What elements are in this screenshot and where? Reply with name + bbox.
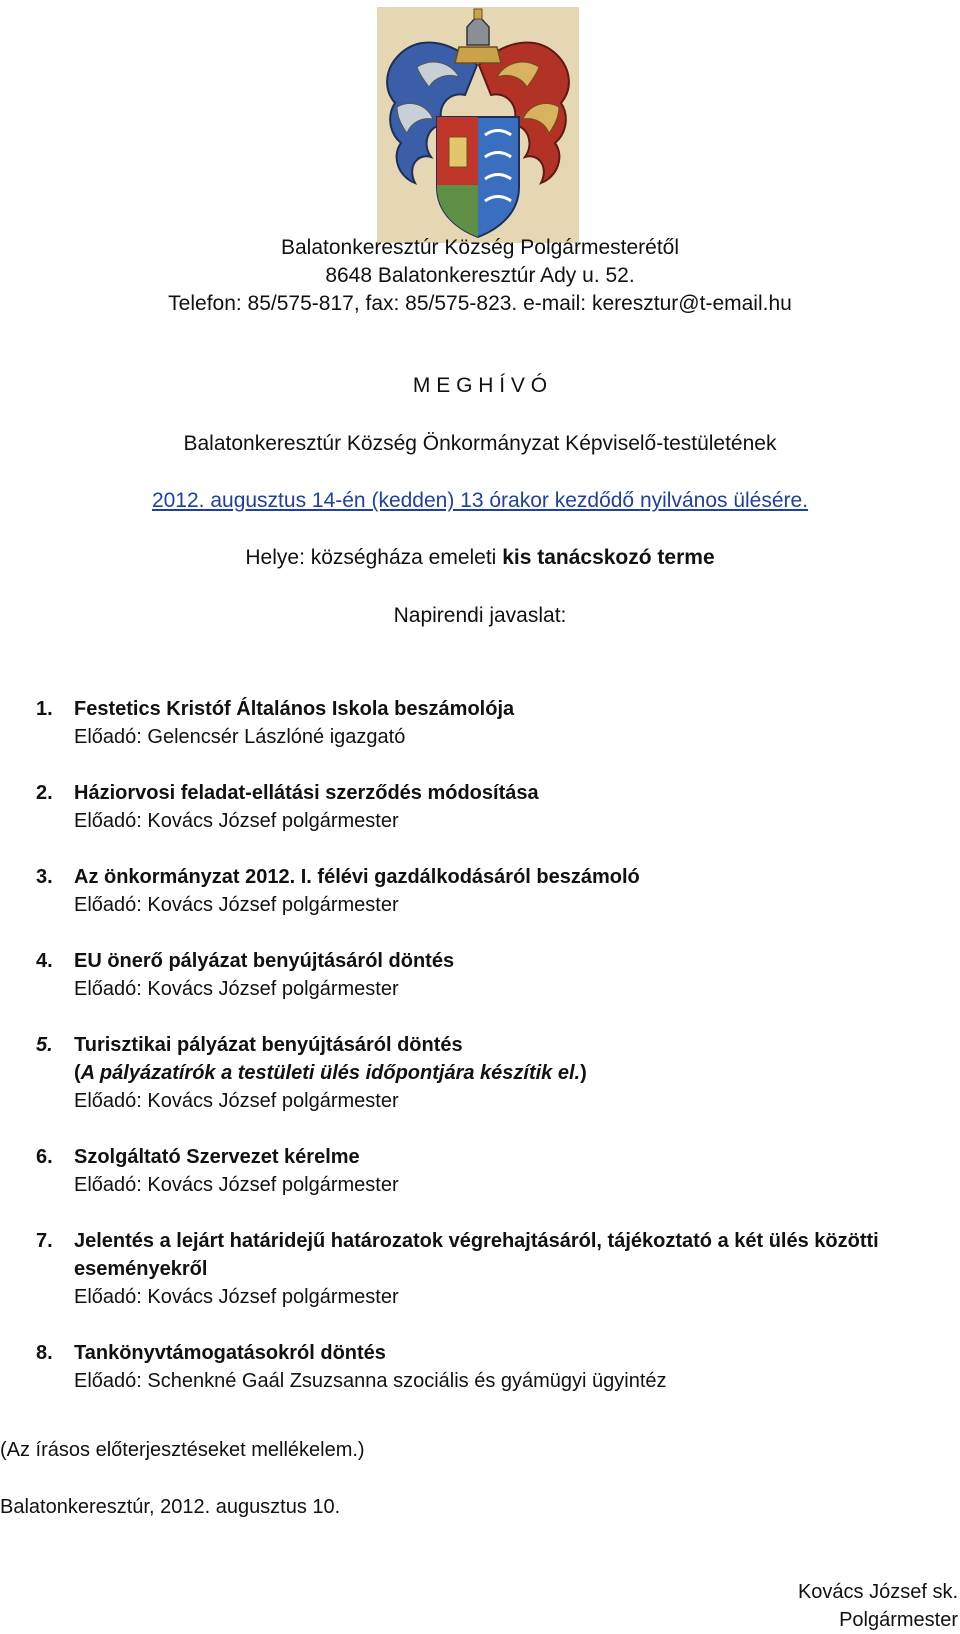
- agenda-title: EU önerő pályázat benyújtásáról döntés: [74, 950, 455, 972]
- agenda-presenter: Előadó: Kovács József polgármester: [74, 1286, 399, 1308]
- agenda-number: 1.: [36, 698, 53, 720]
- agenda-presenter: Előadó: Gelencsér Lászlóné igazgató: [74, 726, 406, 748]
- agenda-presenter: Előadó: Schenkné Gaál Zsuzsanna szociális és gyámügyi ügyintéz: [74, 1370, 667, 1392]
- agenda-number: 8.: [36, 1342, 53, 1364]
- signer-name: Kovács József sk.: [797, 1581, 958, 1603]
- agenda-title: Jelentés a lejárt határidejű határozatok végrehajtásáról, tájékoztató a két ülés közötti eseményekről: [74, 1230, 879, 1280]
- agenda-item: [36, 947, 936, 1003]
- agenda-heading: Napirendi javaslat:: [393, 604, 567, 627]
- agenda-item: [36, 1143, 936, 1199]
- attachments-note: (Az írásos előterjesztéseket mellékelem.): [0, 1439, 365, 1461]
- agenda-presenter: Előadó: Kovács József polgármester: [74, 1090, 399, 1112]
- agenda-title: Szolgáltató Szervezet kérelme: [74, 1146, 360, 1168]
- agenda-number: 3.: [36, 866, 53, 888]
- sender-line-1: Balatonkeresztúr Község Polgármesterétől: [280, 236, 680, 259]
- agenda-item: [36, 779, 936, 835]
- meeting-date-link[interactable]: 2012. augusztus 14-én (kedden) 13 órakor kezdődő nyilvános ülésére.: [151, 489, 809, 512]
- agenda-item: [36, 695, 936, 751]
- agenda-number: 5.: [36, 1034, 53, 1056]
- agenda-item: [36, 1031, 936, 1115]
- signer-title: Polgármester: [839, 1609, 958, 1631]
- agenda-note: (A pályázatírók a testületi ülés időpontjára készítik el.): [74, 1062, 587, 1084]
- agenda-presenter: Előadó: Kovács József polgármester: [74, 978, 399, 1000]
- agenda-title: Háziorvosi feladat-ellátási szerződés módosítása: [74, 782, 539, 804]
- agenda-list: [36, 695, 936, 1423]
- agenda-number: 2.: [36, 782, 53, 804]
- agenda-title: Az önkormányzat 2012. I. félévi gazdálkodásáról beszámoló: [74, 866, 640, 888]
- addressee-line: Balatonkeresztúr Község Önkormányzat Képviselő-testületének: [183, 432, 777, 455]
- meeting-date-container: [0, 487, 960, 515]
- agenda-presenter: Előadó: Kovács József polgármester: [74, 1174, 399, 1196]
- agenda-item: [36, 863, 936, 919]
- agenda-title: Tankönyvtámogatásokról döntés: [74, 1342, 386, 1364]
- meeting-place: [0, 544, 960, 572]
- agenda-presenter: Előadó: Kovács József polgármester: [74, 894, 399, 916]
- agenda-item: [36, 1227, 936, 1311]
- sender-contact: Telefon: 85/575-817, fax: 85/575-823. e-mail: keresztur@t-email.hu: [168, 292, 792, 315]
- agenda-number: 6.: [36, 1146, 53, 1168]
- meeting-place-room: kis tanácskozó terme: [502, 546, 715, 569]
- agenda-number: 7.: [36, 1230, 53, 1252]
- coat-of-arms-icon: [377, 7, 579, 243]
- document-title: M E G H Í V Ó: [412, 374, 548, 397]
- agenda-title: Festetics Kristóf Általános Iskola beszámolója: [74, 698, 515, 720]
- place-date: Balatonkeresztúr, 2012. augusztus 10.: [0, 1496, 341, 1518]
- meeting-place-prefix: Helye: községháza emeleti: [245, 546, 503, 569]
- agenda-presenter: Előadó: Kovács József polgármester: [74, 810, 399, 832]
- agenda-item: [36, 1339, 936, 1395]
- agenda-title: Turisztikai pályázat benyújtásáról döntés: [74, 1034, 463, 1056]
- sender-address: 8648 Balatonkeresztúr Ady u. 52.: [325, 264, 635, 287]
- agenda-number: 4.: [36, 950, 53, 972]
